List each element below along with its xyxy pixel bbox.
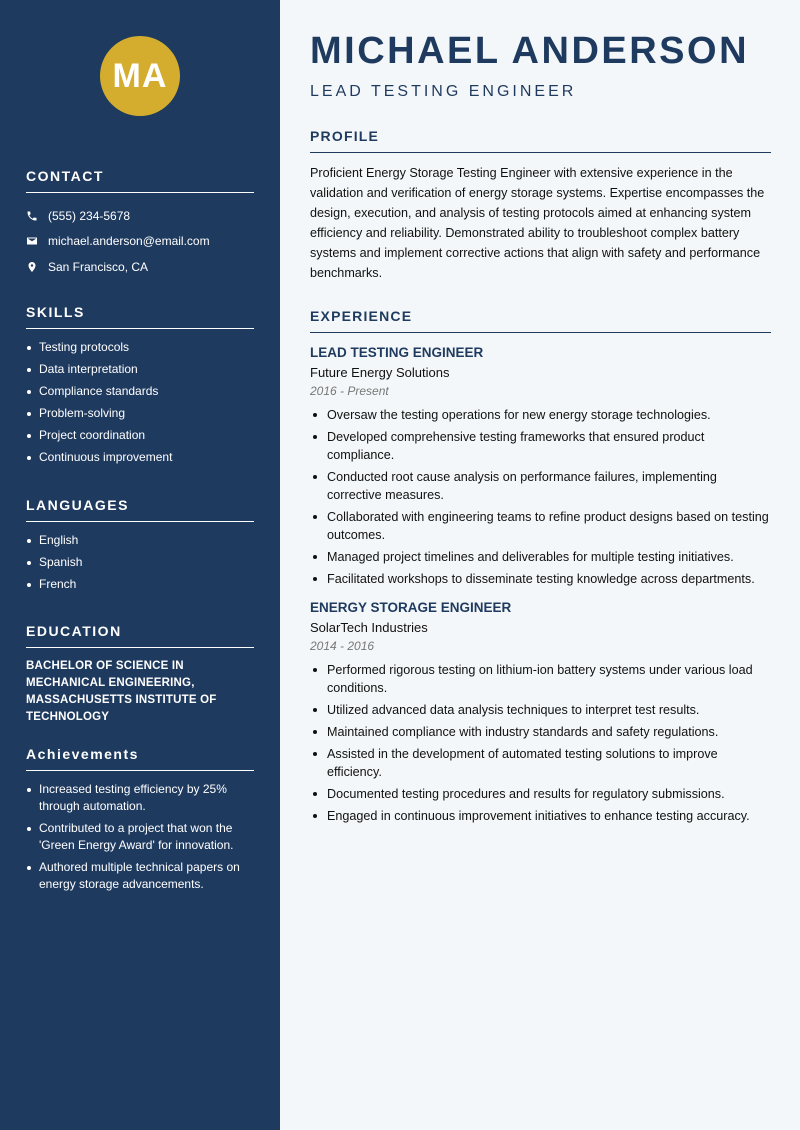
candidate-role: LEAD TESTING ENGINEER (310, 83, 577, 100)
achievement-item: Contributed to a project that won the 'Green Energy Award' for innovation. (26, 820, 254, 854)
job-bullet: Facilitated workshops to disseminate testing knowledge across departments. (310, 570, 771, 588)
profile-text: Proficient Energy Storage Testing Engineer with extensive experience in the validation and verification of energy storage systems. Expertise encompasses the design, execution, and analysis of testing protocols aimed at enhancing system efficiency and reliability. Demonstrated ability to troubleshoot complex battery systems and implement corrective actions that align with safety and performance benchmarks. (310, 166, 765, 280)
skill-item: Continuous improvement (26, 449, 254, 466)
job-bullet: Assisted in the development of automated testing solutions to improve efficiency. (310, 745, 771, 781)
languages-section (26, 497, 254, 598)
skills-heading: SKILLS (26, 304, 254, 329)
language-item: English (26, 532, 254, 549)
job-title: LEAD TESTING ENGINEER (310, 345, 484, 360)
achievements-heading: Achievements (26, 746, 254, 771)
job-bullet: Collaborated with engineering teams to refine product designs based on testing outcomes. (310, 508, 771, 544)
job-dates: 2016 - Present (310, 384, 389, 398)
candidate-name: MICHAEL ANDERSON (310, 30, 750, 72)
contact-heading: CONTACT (26, 168, 254, 193)
skill-item: Compliance standards (26, 383, 254, 400)
language-item: Spanish (26, 554, 254, 571)
contact-phone[interactable]: (555) 234-5678 (48, 208, 131, 223)
skill-item: Project coordination (26, 427, 254, 444)
languages-list (26, 532, 254, 593)
sidebar (0, 0, 280, 1130)
achievement-item: Authored multiple technical papers on energy storage advancements. (26, 859, 254, 893)
contact-section (26, 168, 254, 280)
phone-icon (26, 210, 48, 222)
avatar: MA (100, 36, 180, 116)
contact-phone-row (26, 203, 254, 229)
achievements-section (26, 746, 254, 898)
contact-email-row (26, 229, 254, 255)
contact-location-row (26, 254, 254, 280)
job-company: SolarTech Industries (310, 620, 428, 635)
skills-section (26, 304, 254, 471)
job-title: ENERGY STORAGE ENGINEER (310, 600, 512, 615)
skills-list (26, 339, 254, 466)
job-bullets (310, 406, 771, 588)
profile-section (310, 128, 771, 283)
mail-icon (26, 235, 48, 247)
job-entry (310, 345, 771, 588)
location-pin-icon (26, 261, 48, 273)
language-item: French (26, 576, 254, 593)
job-bullet: Engaged in continuous improvement initiatives to enhance testing accuracy. (310, 807, 771, 825)
job-bullet: Performed rigorous testing on lithium-ion battery systems under various load conditions. (310, 661, 771, 697)
skill-item: Data interpretation (26, 361, 254, 378)
experience-section (310, 308, 771, 829)
profile-heading: PROFILE (310, 128, 771, 153)
job-bullet: Developed comprehensive testing frameworks that ensured product compliance. (310, 428, 771, 464)
education-section (26, 623, 254, 726)
job-entry (310, 600, 771, 825)
job-bullet: Oversaw the testing operations for new energy storage technologies. (310, 406, 771, 424)
education-degree: BACHELOR OF SCIENCE IN MECHANICAL ENGINEERING, MASSACHUSETTS INSTITUTE OF TECHNOLOGY (26, 660, 217, 723)
experience-heading: EXPERIENCE (310, 308, 771, 333)
skill-item: Testing protocols (26, 339, 254, 356)
job-bullet: Documented testing procedures and results for regulatory submissions. (310, 785, 771, 803)
job-bullet: Maintained compliance with industry standards and safety regulations. (310, 723, 771, 741)
job-company: Future Energy Solutions (310, 365, 450, 380)
contact-location: San Francisco, CA (48, 259, 149, 274)
achievement-item: Increased testing efficiency by 25% through automation. (26, 781, 254, 815)
job-bullet: Managed project timelines and deliverables for multiple testing initiatives. (310, 548, 771, 566)
languages-heading: LANGUAGES (26, 497, 254, 522)
job-dates: 2014 - 2016 (310, 639, 375, 653)
achievements-list (26, 781, 254, 893)
skill-item: Problem-solving (26, 405, 254, 422)
education-heading: EDUCATION (26, 623, 254, 648)
contact-email[interactable]: michael.anderson@email.com (48, 234, 210, 249)
job-bullet: Conducted root cause analysis on performance failures, implementing corrective measures. (310, 468, 771, 504)
job-bullets (310, 661, 771, 825)
job-bullet: Utilized advanced data analysis techniques to interpret test results. (310, 701, 771, 719)
